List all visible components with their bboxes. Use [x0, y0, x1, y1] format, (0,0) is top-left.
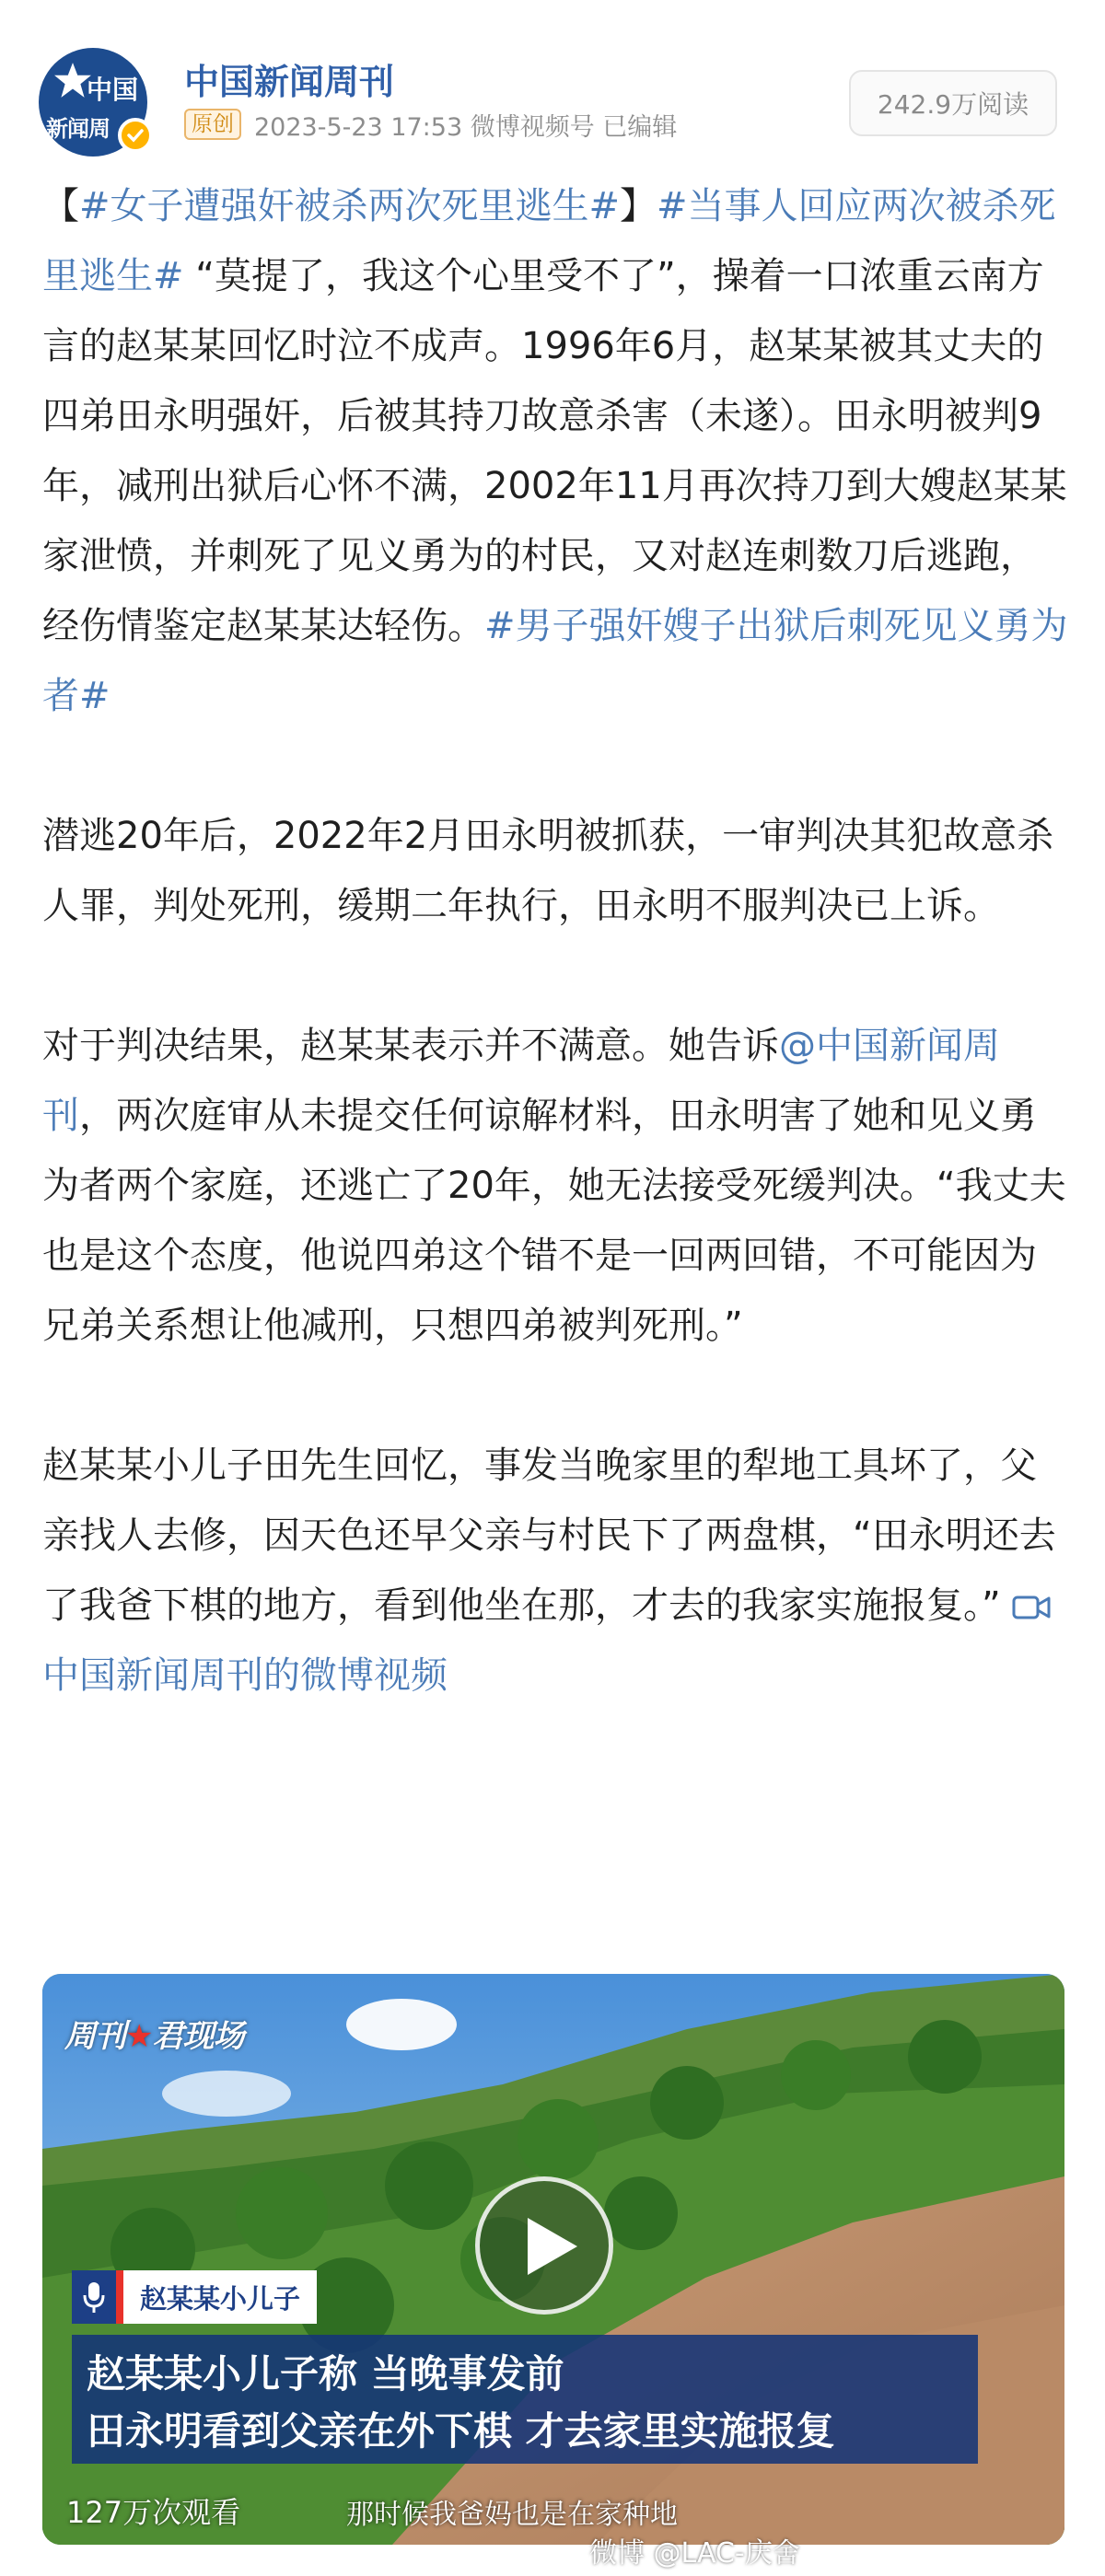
video-caption — [72, 2335, 978, 2464]
paragraph-text: 对于判决结果，赵某某表示并不满意。她告诉 — [42, 1025, 779, 1067]
mention-link[interactable]: @中国新闻周刊 — [42, 1025, 1000, 1137]
video-link-label: 中国新闻周刊的微博视频 — [42, 1654, 448, 1697]
paragraph-2: 潜逃20年后，2022年2月田永明被抓获，一审判决其犯故意杀人罪，判处死刑，缓期二年执行，田永明不服判决已上诉。 — [42, 815, 1054, 927]
video-subtitle: 那时候我爸妈也是在家种地 — [346, 2499, 678, 2531]
post-body — [42, 171, 1072, 1711]
bracket-close: 】 — [620, 185, 657, 227]
hashtag-link[interactable]: #男子强奸嫂子出狱后刺死见义勇为者# — [42, 605, 1068, 717]
paragraph-text: 赵某某小儿子田先生回忆，事发当晚家里的犁地工具坏了，父亲找人去修，因天色还早父亲与村民下了两盘棋，“田永明还去了我爸下棋的地方，看到他坐在那，才去的我家实施报复。” — [42, 1445, 1056, 1627]
paragraph-text: “莫提了，我这个心里受不了”，操着一口浓重云南方言的赵某某回忆时泣不成声。1996年6月，赵某某被其丈夫的四弟田永明强奸，后被其持刀故意杀害（未遂）。田永明被判9年，减刑出狱后心怀不满，2002年11月再次持刀到大嫂赵某某家泄愤，并刺死了见义勇为的村民，又对赵连刺数刀后逃跑，经伤情鉴定赵某某达轻伤。 — [42, 255, 1067, 647]
speaker-tag — [72, 2270, 317, 2324]
bracket-open: 【 — [42, 185, 79, 227]
verified-badge-icon — [118, 118, 153, 153]
play-button[interactable] — [475, 2176, 613, 2315]
play-icon — [524, 2216, 579, 2277]
paragraph-1 — [42, 171, 1072, 731]
account-name[interactable]: 中国新闻周刊 — [184, 62, 395, 102]
video-brand-logo: 周刊★君现场 — [64, 2018, 244, 2055]
paragraph-3 — [42, 1011, 1072, 1361]
read-count-button[interactable]: 242.9万阅读 — [849, 70, 1057, 136]
microphone-icon — [72, 2270, 116, 2324]
post-meta — [184, 106, 677, 143]
video-view-count: 127万次观看 — [66, 2495, 241, 2530]
video-player[interactable] — [42, 1974, 1064, 2545]
avatar-text-line1: 中国 — [87, 75, 139, 105]
post-header — [0, 0, 1105, 184]
caption-line-1: 赵某某小儿子称 当晚事发前 — [87, 2351, 564, 2396]
video-camera-icon — [1012, 1594, 1051, 1621]
hashtag-link[interactable]: #当事人回应两次被杀死里逃生# — [42, 185, 1056, 297]
original-badge: 原创 — [184, 109, 241, 140]
caption-line-2: 田永明看到父亲在外下棋 才去家里实施报复 — [87, 2408, 835, 2454]
paragraph-4 — [42, 1431, 1072, 1711]
paragraph-text: ，两次庭审从未提交任何谅解材料，田永明害了她和见义勇为者两个家庭，还逃亡了20年，她无法接受死缓判决。“我丈夫也是这个态度，他说四弟这个错不是一回两回错，不可能因为兄弟关系想让他减刑，只想四弟被判死刑。” — [42, 1095, 1066, 1347]
hashtag-link[interactable]: #女子遭强奸被杀两次死里逃生# — [79, 185, 621, 227]
speaker-name: 赵某某小儿子 — [116, 2270, 317, 2324]
avatar-text-line2: 新闻周 — [46, 115, 110, 142]
watermark: 微博 @LAC-庆舍 — [589, 2537, 800, 2570]
post-timestamp-source: 2023-5-23 17:53 微博视频号 已编辑 — [254, 112, 678, 142]
